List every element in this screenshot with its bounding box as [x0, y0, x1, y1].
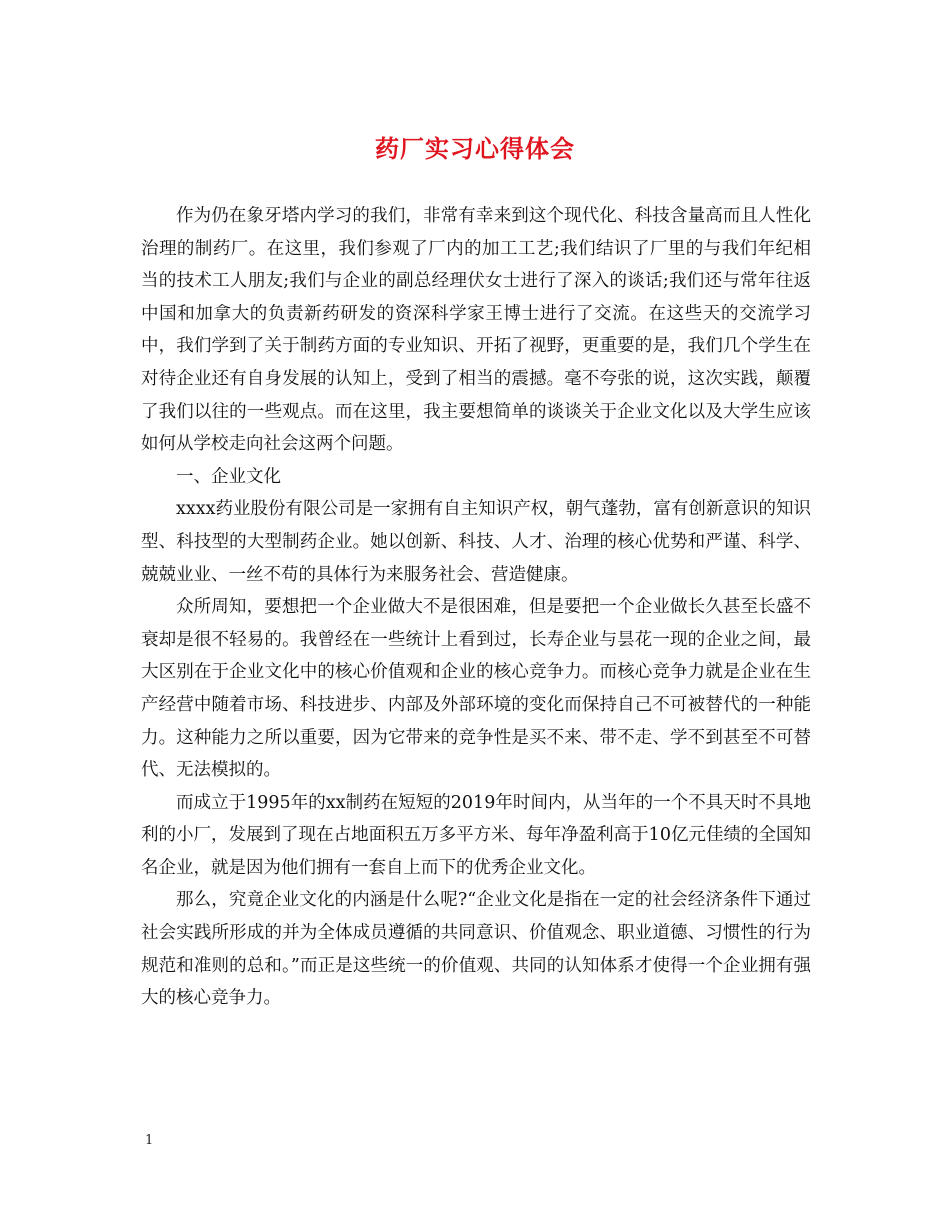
section-heading-corporate-culture: 一、企业文化: [176, 466, 281, 487]
page-number: 1: [145, 1133, 154, 1148]
paragraph-core-competence: 众所周知，要想把一个企业做大不是很困难，但是要把一个企业做长久甚至长盛不衰却是很不轻易的。我曾经在一些统计上看到过，长寿企业与昙花一现的企业之间，最大区别在于企业文化中的核心价值观和企业的核心竞争力。而核心竞争力就是企业在生产经营中随着市场、科技进步、内部及外部环境的变化而保持自己不可被替代的一种能力。这种能力之所以重要，因为它带来的竞争性是买不来、带不走、学不到甚至不可替代、无法模拟的。: [141, 597, 811, 781]
document-title: 药厂实习心得体会: [375, 134, 575, 163]
paragraph-company-history: 而成立于1995年的xx制药在短短的2019年时间内，从当年的一个不具天时不具地利的小厂，发展到了现在占地面积五万多平方米、每年净盈利高于10亿元佳绩的全国知名企业，就是因为他们拥有一套自上而下的优秀企业文化。: [141, 792, 811, 878]
paragraph-culture-definition: 那么，究竟企业文化的内涵是什么呢?“企业文化是指在一定的社会经济条件下通过社会实践所形成的并为全体成员遵循的共同意识、价值观念、职业道德、习惯性的行为规范和准则的总和。”而正是这些统一的价值观、共同的认知体系才使得一个企业拥有强大的核心竞争力。: [141, 890, 811, 1009]
paragraph-company-profile: xxxx药业股份有限公司是一家拥有自主知识产权，朝气蓬勃，富有创新意识的知识型、科技型的大型制药企业。她以创新、科技、人才、治理的核心优势和严谨、科学、兢兢业业、一丝不苟的具体行为来服务社会、营造健康。: [141, 499, 811, 585]
paragraph-intro: 作为仍在象牙塔内学习的我们，非常有幸来到这个现代化、科技含量高而且人性化治理的制药厂。在这里，我们参观了厂内的加工工艺;我们结识了厂里的与我们年纪相当的技术工人朋友;我们与企业的副总经理伏女士进行了深入的谈话;我们还与常年往返中国和加拿大的负责新药研发的资深科学家王博士进行了交流。在这些天的交流学习中，我们学到了关于制药方面的专业知识、开拓了视野，更重要的是，我们几个学生在对待企业还有自身发展的认知上，受到了相当的震撼。毫不夸张的说，这次实践，颠覆了我们以往的一些观点。而在这里，我主要想简单的谈谈关于企业文化以及大学生应该如何从学校走向社会这两个问题。: [141, 206, 811, 455]
document-body: [141, 200, 811, 1015]
